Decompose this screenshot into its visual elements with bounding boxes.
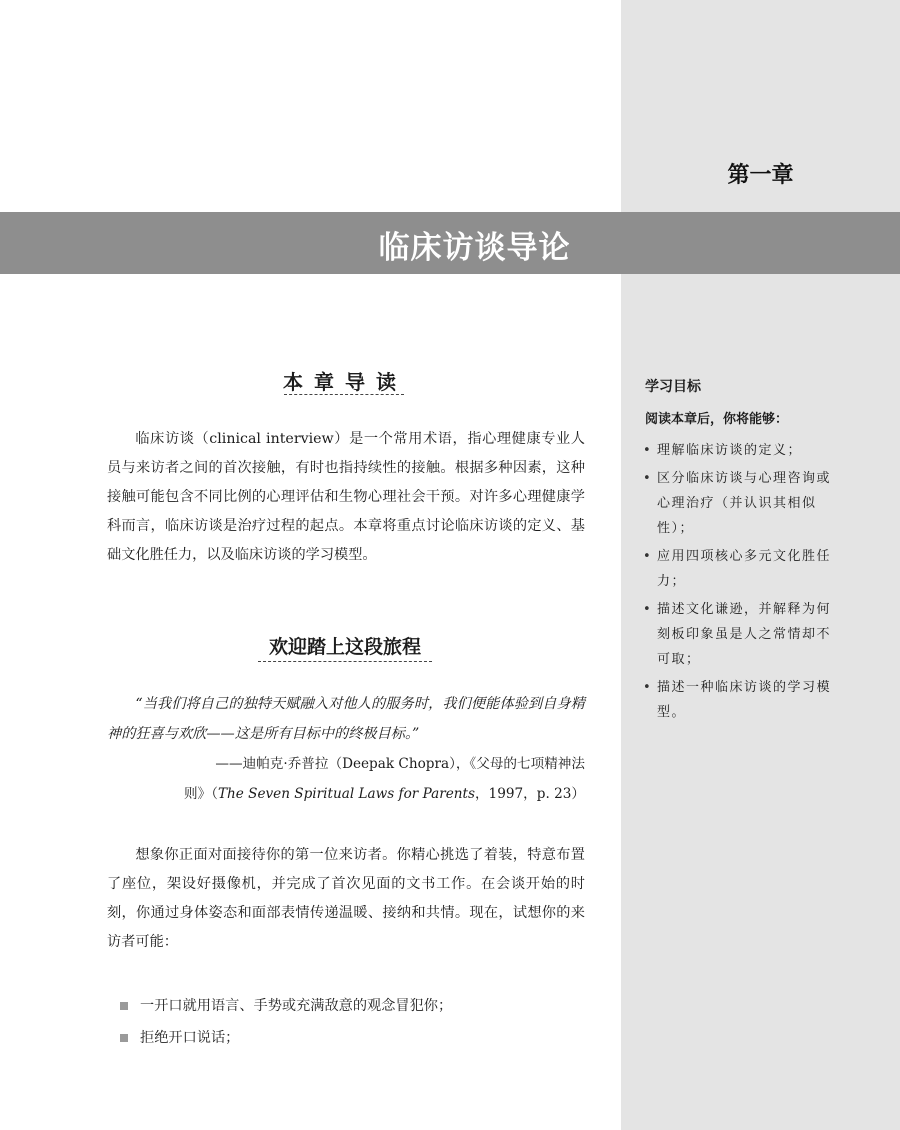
list-item: • 理解临床访谈的定义； (641, 438, 845, 463)
chapter-guide-heading: 本章导读 (283, 370, 407, 394)
list-item: • 描述一种临床访谈的学习模型。 (641, 675, 845, 725)
list-item: • 应用四项核心多元文化胜任力； (641, 544, 845, 594)
list-item: • 区分临床访谈与心理咨询或心理治疗（并认识其相似性）； (641, 466, 845, 541)
chapter-number: 第一章 (727, 162, 794, 188)
learning-goals-intro: 阅读本章后，你将能够： (645, 412, 789, 427)
heading-underline (284, 394, 404, 395)
epigraph-attribution: ——迪帕克·乔普拉（Deepak Chopra），《父母的七项精神法 (215, 756, 585, 772)
list-item: • 描述文化谦逊，并解释为何刻板印象虽是人之常情却不可取； (641, 597, 845, 672)
list-item: 拒绝开口说话； (120, 1022, 452, 1054)
journey-heading: 欢迎踏上这段旅程 (268, 636, 421, 658)
epigraph-attribution-cont (107, 779, 585, 809)
attribution-suffix: ，1997，p. 23） (474, 786, 585, 802)
learning-goals-heading: 学习目标 (645, 379, 701, 395)
book-title: The Seven Spiritual Laws for Parents (217, 786, 475, 802)
list-item: 一开口就用语言、手势或充满敌意的观念冒犯你； (120, 990, 452, 1022)
attribution-prefix: 则》（ (183, 786, 218, 802)
square-bullet-icon (120, 1002, 128, 1010)
learning-goals-list (641, 438, 845, 728)
heading-underline (258, 661, 432, 662)
chapter-guide-paragraph: 临床访谈（clinical interview）是一个常用术语，指心理健康专业人员与来访者之间的首次接触，有时也指持续性的接触。根据多种因素，这种接触可能包含不同比例的心理评估和生物心理社会干预。对许多心理健康学科而言，临床访谈是治疗过程的起点。本章将重点讨论临床访谈的定义、基础文化胜任力，以及临床访谈的学习模型。 (107, 431, 585, 563)
client-behavior-list (120, 990, 452, 1054)
chapter-title: 临床访谈导论 (378, 230, 571, 266)
epigraph-quote: “当我们将自己的独特天赋融入对他人的服务时，我们便能体验到自身精神的狂喜与欢欣——这是所有目标中的终极目标。” (107, 696, 585, 742)
square-bullet-icon (120, 1034, 128, 1042)
journey-paragraph: 想象你正面对面接待你的第一位来访者。你精心挑选了着装，特意布置了座位，架设好摄像机，并完成了首次见面的文书工作。在会谈开始的时刻，你通过身体姿态和面部表情传递温暖、接纳和共情。现在，试想你的来访者可能： (107, 847, 585, 950)
